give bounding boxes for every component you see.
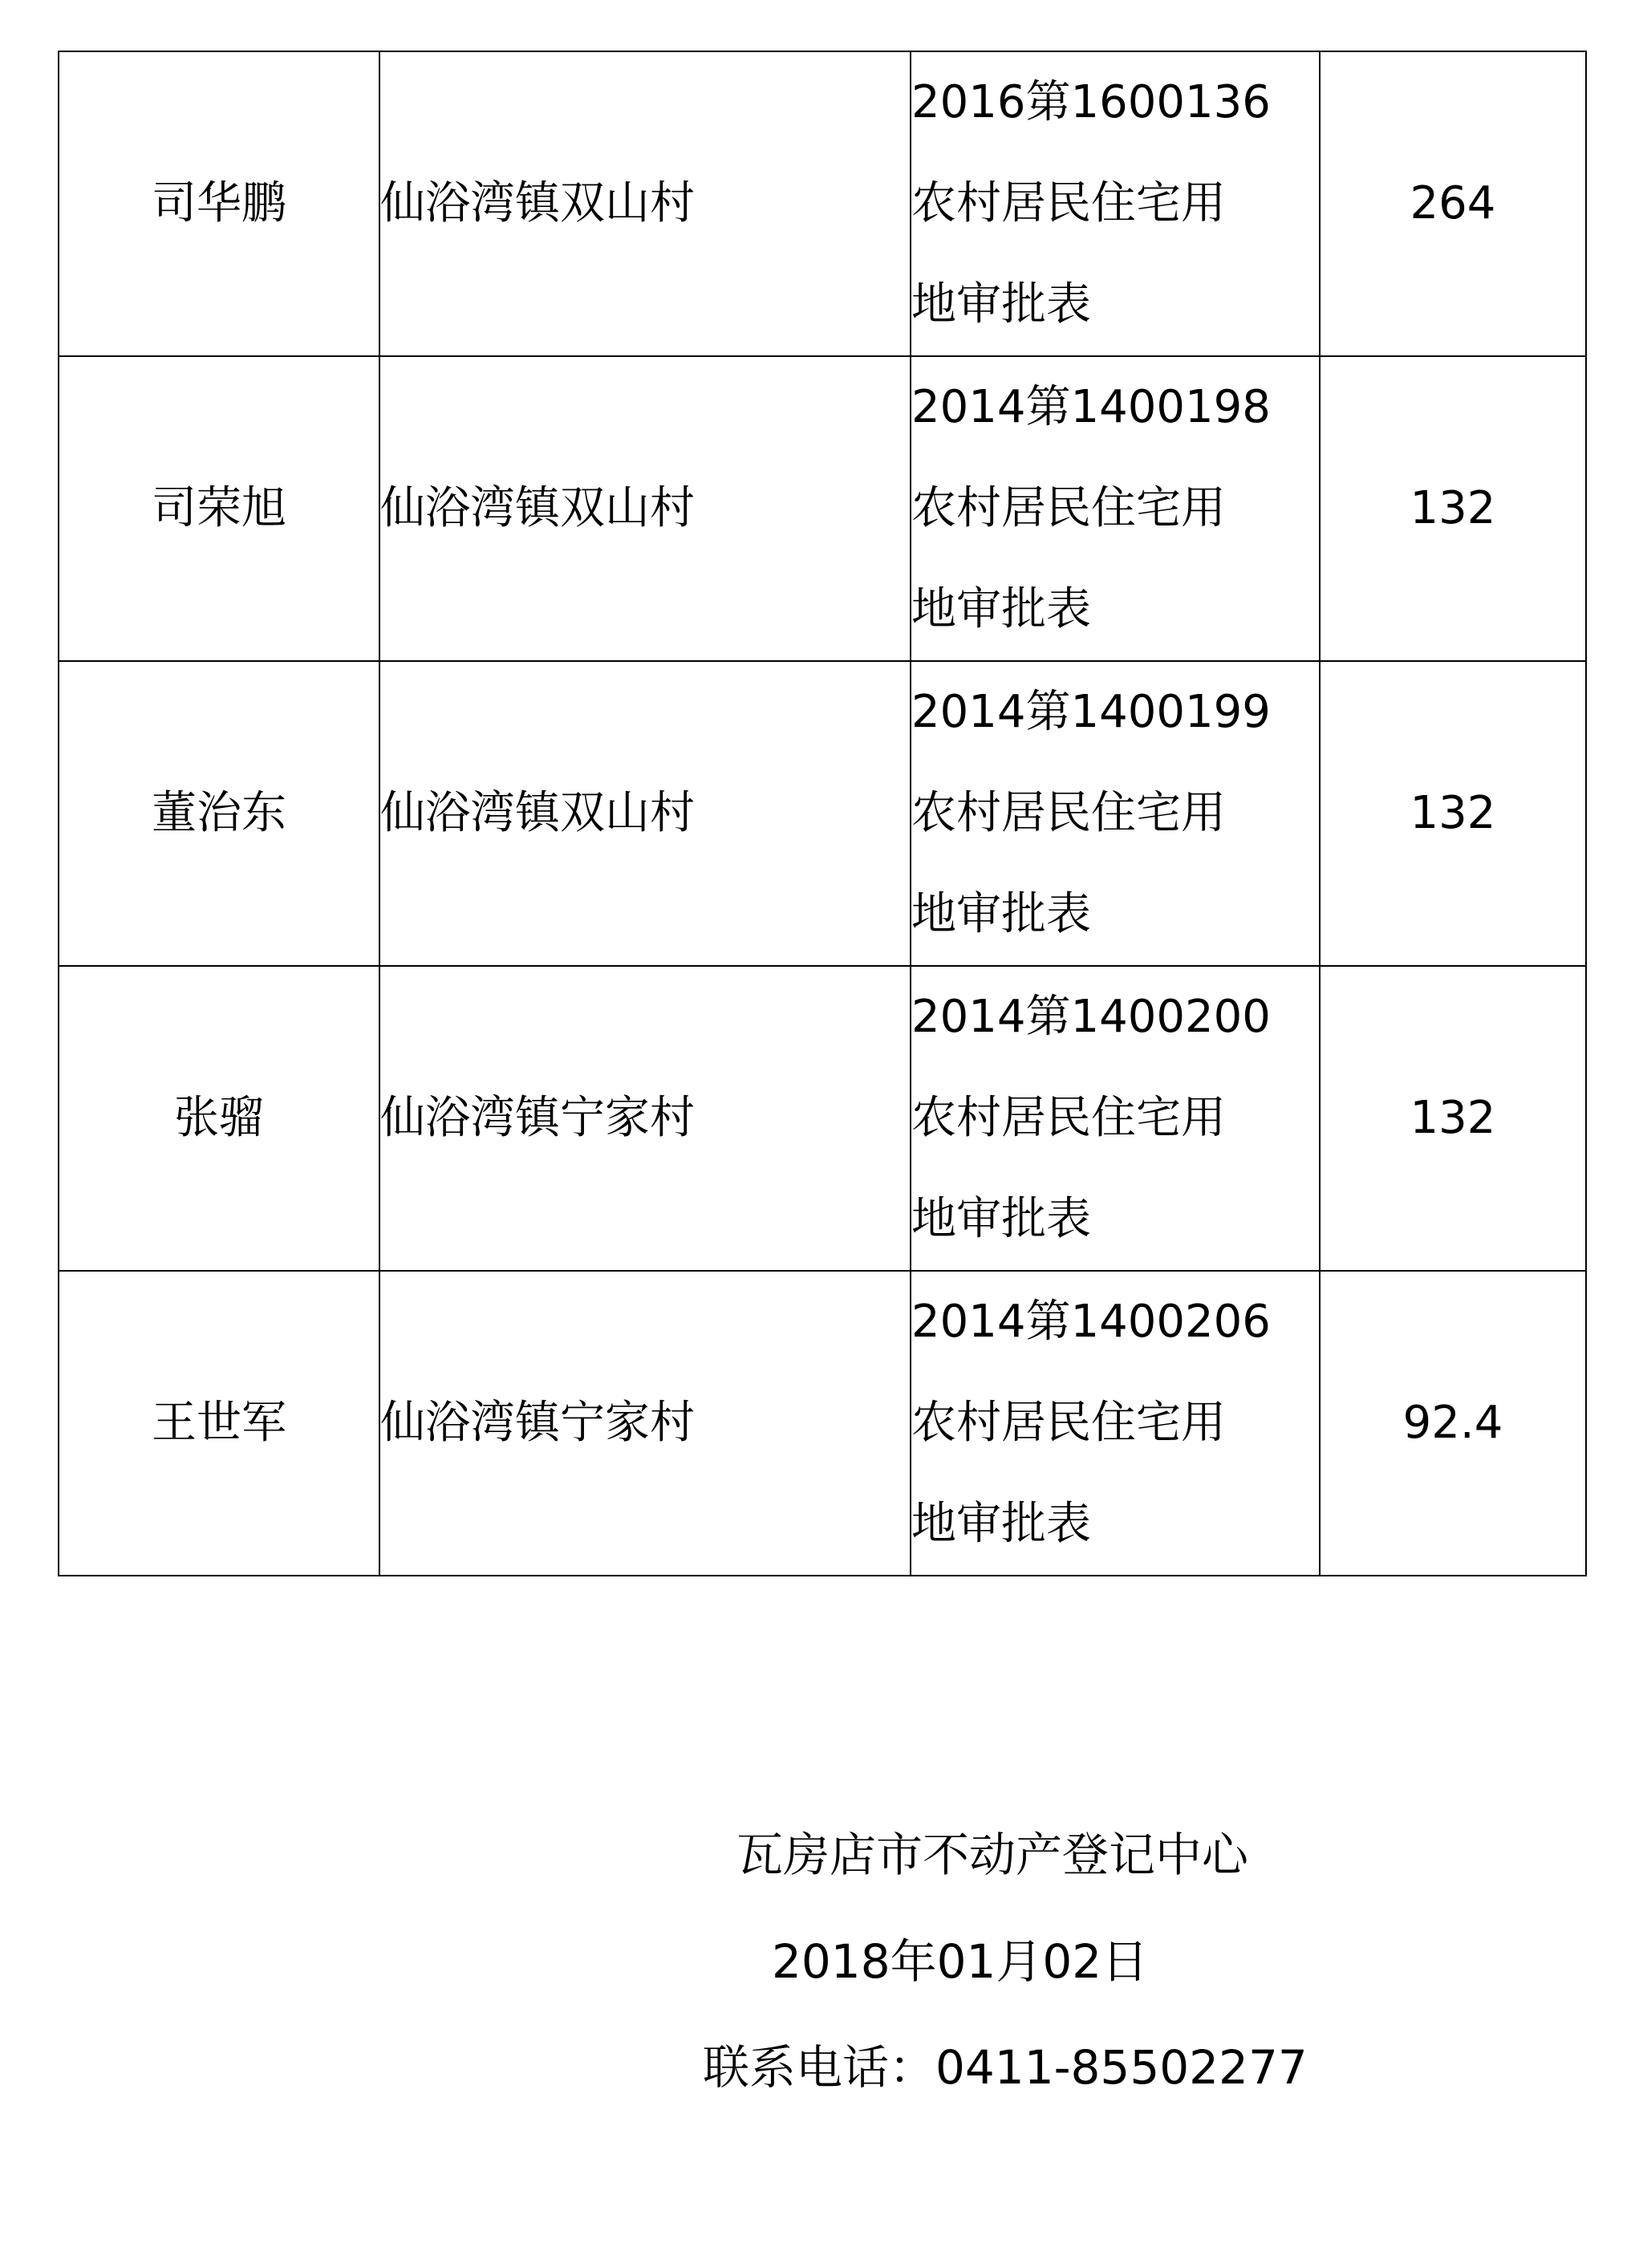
approval-document-cell bbox=[911, 51, 1320, 356]
owner-name-cell: 张骝 bbox=[59, 966, 379, 1271]
document-number: 2014第1400206 bbox=[911, 1296, 1271, 1348]
location-cell: 仙浴湾镇宁家村 bbox=[379, 966, 911, 1271]
approval-document-cell bbox=[911, 966, 1320, 1271]
document-type-line2: 地审批表 bbox=[911, 1193, 1091, 1245]
records-table bbox=[58, 51, 1587, 1576]
document-type-line2: 地审批表 bbox=[911, 1498, 1091, 1550]
document-number: 2014第1400200 bbox=[911, 991, 1271, 1043]
issuing-organization: 瓦房店市不动产登记中心 bbox=[736, 1828, 1249, 1882]
table-row bbox=[59, 966, 1586, 1271]
area-cell: 132 bbox=[1320, 966, 1586, 1271]
document-number: 2016第1600136 bbox=[911, 76, 1271, 128]
location-cell: 仙浴湾镇双山村 bbox=[379, 51, 911, 356]
approval-document-cell bbox=[911, 1271, 1320, 1576]
document-type-line2: 地审批表 bbox=[911, 888, 1091, 940]
table-row bbox=[59, 51, 1586, 356]
document-type-line1: 农村居民住宅用 bbox=[911, 787, 1226, 839]
issue-date: 2018年01月02日 bbox=[772, 1934, 1149, 1989]
owner-name-cell: 司华鹏 bbox=[59, 51, 379, 356]
document-number: 2014第1400198 bbox=[911, 381, 1271, 433]
area-cell: 264 bbox=[1320, 51, 1586, 356]
location-cell: 仙浴湾镇双山村 bbox=[379, 356, 911, 661]
document-type-line2: 地审批表 bbox=[911, 583, 1091, 635]
approval-document-cell bbox=[911, 661, 1320, 966]
area-cell: 132 bbox=[1320, 356, 1586, 661]
document-type-line1: 农村居民住宅用 bbox=[911, 177, 1226, 229]
location-cell: 仙浴湾镇双山村 bbox=[379, 661, 911, 966]
table-row bbox=[59, 356, 1586, 661]
owner-name-cell: 王世军 bbox=[59, 1271, 379, 1576]
document-type-line1: 农村居民住宅用 bbox=[911, 482, 1226, 534]
contact-phone: 联系电话：0411-85502277 bbox=[703, 2040, 1308, 2095]
approval-document-cell bbox=[911, 356, 1320, 661]
owner-name-cell: 司荣旭 bbox=[59, 356, 379, 661]
area-cell: 92.4 bbox=[1320, 1271, 1586, 1576]
document-type-line2: 地审批表 bbox=[911, 278, 1091, 331]
owner-name-cell: 董治东 bbox=[59, 661, 379, 966]
table-row bbox=[59, 1271, 1586, 1576]
document-type-line1: 农村居民住宅用 bbox=[911, 1092, 1226, 1144]
table-row bbox=[59, 661, 1586, 966]
document-type-line1: 农村居民住宅用 bbox=[911, 1397, 1226, 1449]
document-number: 2014第1400199 bbox=[911, 686, 1271, 738]
area-cell: 132 bbox=[1320, 661, 1586, 966]
location-cell: 仙浴湾镇宁家村 bbox=[379, 1271, 911, 1576]
